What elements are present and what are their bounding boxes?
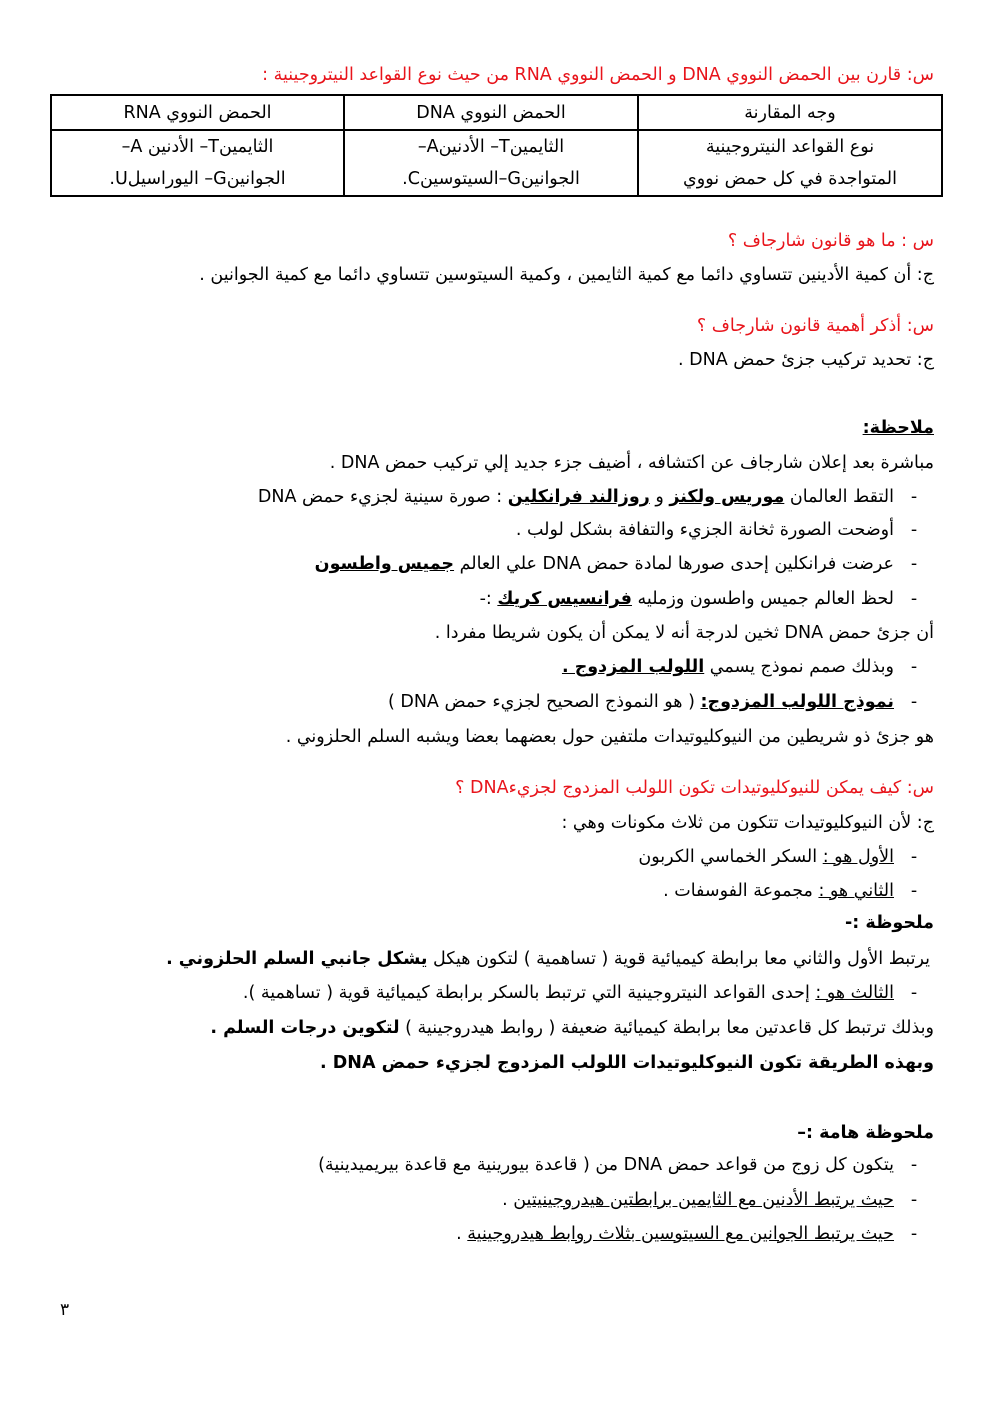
table-header-row: [51, 95, 942, 130]
note2-line-1: يرتبط الأول والثاني معا برابطة كيميائية قوية ( تساهمية ) لتكون هيكل يشكل جانبي السلم الحلزوني .: [166, 949, 930, 969]
table-cell-rna: [51, 130, 344, 196]
question-chargaff-importance: س: أذكر أهمية قانون شارجاف ؟: [696, 316, 934, 336]
table-cell-aspect: [638, 130, 942, 196]
scientist-watson: جميس واطسون: [314, 554, 455, 574]
table-cell-dna: [344, 130, 638, 196]
list-item: -يتكون كل زوج من قواعد حمض DNA من ( قاعدة بيورينية مع قاعدة بيريميدينية): [318, 1155, 918, 1175]
answer-nucleotide-components: ج: لأن النيوكليوتيدات تتكون من ثلاث مكونات وهي :: [561, 813, 934, 833]
table-header-rna: الحمض النووي RNA: [51, 95, 344, 130]
rna-line-1: الثايمينT– الأدنين A–: [121, 137, 274, 157]
note-title: ملاحظة:: [862, 418, 934, 438]
note3-title: ملحوظة هامة :–: [797, 1123, 934, 1143]
list-item: -وبذلك صمم نموذج يسمي اللولب المزدوج .: [561, 657, 918, 677]
aspect-line-1: نوع القواعد النيتروجينية: [705, 137, 875, 157]
answer-chargaff-importance: ج: تحديد تركيب جزئ حمض DNA .: [678, 350, 934, 370]
question-double-helix-formation: س: كيف يمكن للنيوكليوتيدات تكون اللولب المزدوج لجزيءDNA ؟: [455, 778, 934, 798]
page-number: ٣: [60, 1300, 70, 1320]
table-row: [51, 130, 942, 196]
list-item: -حيث يرتبط الأدنين مع الثايمين برابطتين هيدروجينيتين .: [502, 1190, 918, 1210]
table-header-dna: الحمض النووي DNA: [344, 95, 638, 130]
note2-title: ملحوظة :-: [844, 913, 934, 933]
table-header-aspect: وجه المقارنة: [638, 95, 942, 130]
note2-line-3: وبهذه الطريقة تكون النيوكليوتيدات اللولب المزدوج لجزيء حمض DNA .: [320, 1053, 934, 1073]
double-helix-definition: هو جزئ ذو شريطين من النيوكليوتيدات ملتفين حول بعضهما بعضا ويشبه السلم الحلزوني .: [285, 727, 934, 747]
double-helix-term: اللولب المزدوج .: [561, 657, 705, 677]
scientist-franklin: روزالند فرانكلين: [507, 487, 650, 507]
list-item: -الأول هو : السكر الخماسي الكربون: [638, 847, 918, 867]
note-intro: مباشرة بعد إعلان شارجاف عن اكتشافه ، أضيف جزء جديد إلي تركيب حمض DNA .: [329, 453, 934, 473]
list-item: -الثالث هو : إحدى القواعد النيتروجينية التي ترتبط بالسكر برابطة كيميائية قوية ( تساهمية ).: [242, 983, 918, 1003]
rna-line-2: الجوانينG– اليوراسيلU.: [109, 169, 286, 189]
note-mid-line: أن جزئ حمض DNA ثخين لدرجة أنه لا يمكن أن يكون شريطا مفردا .: [434, 623, 934, 643]
double-helix-model-term: نموذج اللولب المزدوج:: [700, 692, 894, 712]
list-item: -نموذج اللولب المزدوج: ( هو النموذج الصحيح لجزيء حمض DNA ): [387, 692, 918, 712]
question-compare-dna-rna: س: قارن بين الحمض النووي DNA و الحمض النووي RNA من حيث نوع القواعد النيتروجينية :: [262, 65, 934, 85]
list-item: -حيث يرتبط الجوانين مع السيتوسين بثلاث روابط هيدروجينية .: [456, 1224, 918, 1244]
dna-line-2: الجوانينG–السيتوسينC.: [402, 169, 580, 189]
list-item: -أوضحت الصورة ثخانة الجزيء والتفافة بشكل لولب .: [515, 520, 918, 540]
list-item: -عرضت فرانكلين إحدى صورها لمادة حمض DNA علي العالم جميس واطسون: [314, 554, 918, 574]
aspect-line-2: المتواجدة في كل حمض نووي: [683, 169, 897, 189]
note2-line-2: وبذلك ترتبط كل قاعدتين معا برابطة كيميائية ضعيفة ( روابط هيدروجينية ) لتكوين درجات السلم .: [210, 1018, 934, 1038]
dna-line-1: الثايمينT– الأدنينA–: [417, 137, 565, 157]
scientist-wilkins: موريس ولكنز: [669, 487, 785, 507]
comparison-table: [50, 94, 943, 197]
answer-chargaff-law: ج: أن كمية الأدينين تتساوي دائما مع كمية الثايمين ، وكمية السيتوسين تتساوي دائما مع كمية الجوانين .: [199, 265, 934, 285]
question-chargaff-law: س : ما هو قانون شارجاف ؟: [727, 231, 934, 251]
list-item: -التقط العالمان موريس ولكنز و روزالند فرانكلين : صورة سينية لجزيء حمض DNA: [257, 487, 918, 507]
list-item: -لحظ العالم جميس واطسون وزمليه فرانسيس كريك :-: [479, 589, 918, 609]
list-item: -الثاني هو : مجموعة الفوسفات .: [663, 881, 918, 901]
scientist-crick: فرانسيس كريك: [497, 589, 632, 609]
